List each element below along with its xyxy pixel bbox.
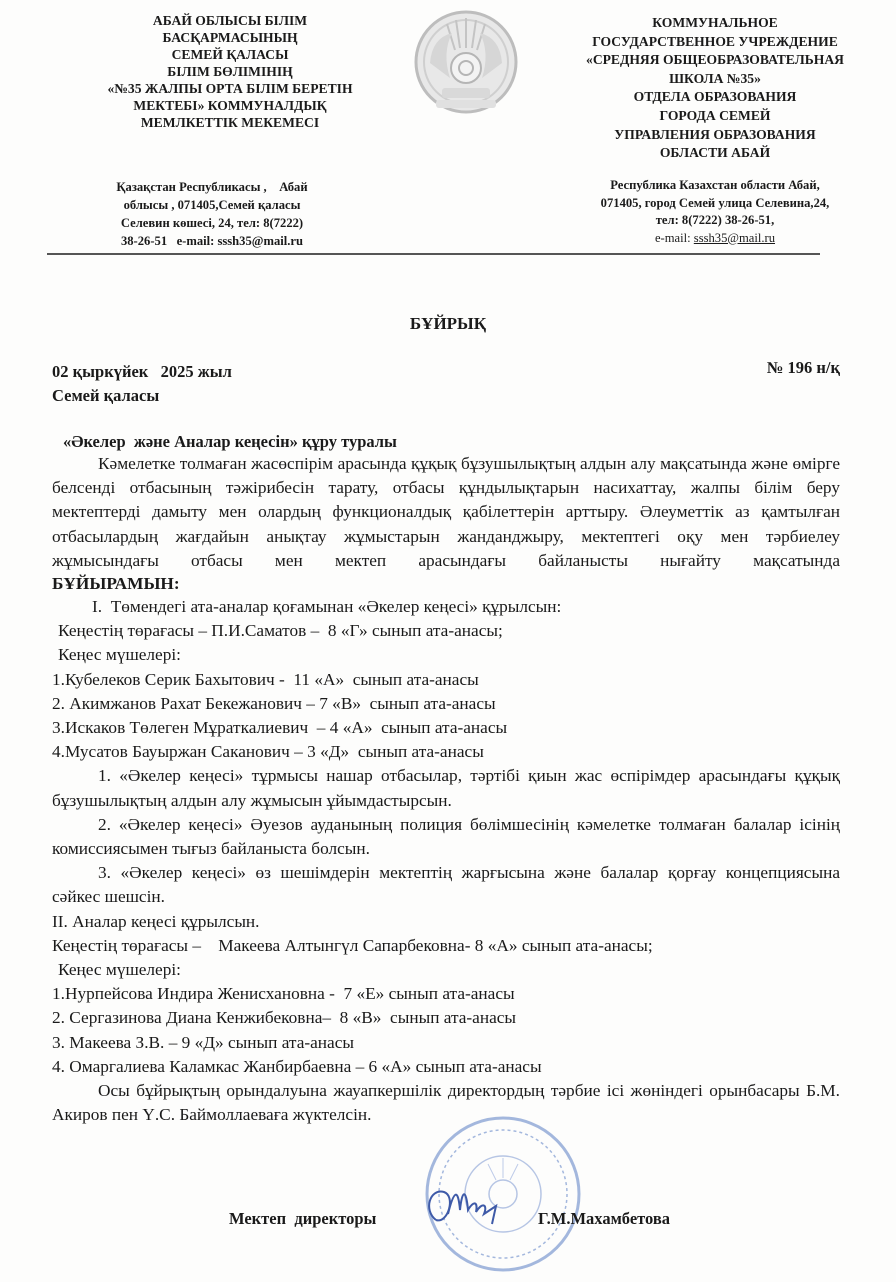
address-line: 38-26-51 e-mail: sssh35@mail.ru [120, 234, 304, 248]
address-line: Республика Казахстан области Абай, [610, 178, 820, 192]
header-line: СЕМЕЙ ҚАЛАСЫ [171, 47, 289, 62]
header-divider [47, 253, 820, 255]
header-line: «СРЕДНЯЯ ОБЩЕОБРАЗОВАТЕЛЬНАЯ [586, 52, 844, 68]
header-line: «№35 ЖАЛПЫ ОРТА БІЛІМ БЕРЕТІН [107, 81, 353, 96]
header-line: ОТДЕЛА ОБРАЗОВАНИЯ [633, 89, 797, 105]
order-date: 02 қыркүйек 2025 жыл [52, 362, 232, 381]
document-title: БҰЙРЫҚ [409, 314, 487, 333]
header-line: ОБЛАСТИ АБАЙ [659, 145, 771, 161]
header-line: ГОСУДАРСТВЕННОЕ УЧРЕЖДЕНИЕ [592, 33, 838, 49]
member-item: 1.Нурпейсова Индира Женисхановна - 7 «Е» сынып ата-анасы [52, 984, 515, 1004]
section-2-chair: Кеңестің төрағасы – Макеева Алтынгүл Сапарбековна- 8 «А» сынып ата-анасы; [52, 935, 653, 955]
header-org-kazakh [60, 12, 400, 131]
email-line [565, 230, 865, 248]
address-line: 071405, город Семей улица Селевина,24, [600, 195, 830, 210]
order-body [52, 452, 840, 1127]
address-line: облысы , 071405,Семей қаласы [123, 198, 301, 212]
order-number: № 196 н/қ [766, 358, 840, 377]
header-line: БІЛІМ БӨЛІМІНІҢ [167, 64, 293, 79]
section-1-members-label: Кеңес мүшелері: [58, 645, 181, 665]
header-line: МЕКТЕБІ» КОММУНАЛДЫҚ [133, 98, 327, 113]
order-directive: БҰЙЫРАМЫН: [52, 574, 180, 594]
address-line: Қазақстан Республикасы , Абай [116, 180, 308, 194]
preamble-paragraph: Кәмелетке толмаған жасөспірім арасында құқық бұзушылықтың алдын алу мақсатында және өмірге белсенді отбасының тәжірибесін тарату, отбасы құндылықтарын насихаттау, жалпы білім беру мектептерді дамыту мен олардың функционалдық қабілеттерін арттыру. Әлеуметтік аз қамтылған отбасылардың жағдайын анықтау жұмыстарын жанданджыру, мектептегі оқу мен тәрбиелеу жұмысындағы отбасы мен мектеп арасындағы байланысты нығайту мақсатында [52, 454, 840, 570]
section-2-heading: II. Аналар кеңесі құрылсын. [52, 911, 260, 931]
section-1-chair: Кеңестің төрағасы – П.И.Саматов – 8 «Г» сынып ата-анасы; [58, 621, 503, 641]
header-line: ГОРОДА СЕМЕЙ [659, 107, 771, 123]
address-line: Селевин көшесі, 24, тел: 8(7222) [120, 216, 304, 230]
member-item: 3. Макеева З.В. – 9 «Д» сынып ата-анасы [52, 1032, 354, 1052]
state-emblem-icon [412, 8, 520, 122]
section-2-members-label: Кеңес мүшелері: [58, 960, 181, 980]
email-label: e-mail: [654, 230, 694, 245]
signature-scribble-icon [418, 1180, 518, 1240]
signature-title: Мектеп директоры [229, 1209, 377, 1228]
address-line: тел: 8(7222) 38-26-51, [655, 213, 775, 227]
directive-point: 2. «Әкелер кеңесі» Әуезов ауданының полиция бөлімшесінің кәмелетке толмаған балалар ісінің комиссиясымен тығыз байланыста болсын. [52, 814, 840, 859]
directive-point: 3. «Әкелер кеңесі» өз шешімдерін мектептің жарғысына және балалар қорғау концепциясына сәйкес шешсін. [52, 863, 840, 907]
member-item: 2. Акимжанов Рахат Бекежанович – 7 «В» сынып ата-анасы [52, 693, 496, 713]
header-line: АБАЙ ОБЛЫСЫ БІЛІМ [152, 13, 308, 28]
order-subject: «Әкелер және Аналар кеңесін» құру туралы [63, 432, 397, 451]
header-line: ШКОЛА №35» [669, 70, 761, 86]
responsibility-paragraph: Осы бұйрықтың орындалуына жауапкершілік директордың тәрбие ісі жөніндегі орынбасары Б.М. Акиров пен Ү.С. Баймоллаеваға жүктелсін. [52, 1081, 840, 1125]
email-link[interactable]: sssh35@mail.ru [693, 230, 776, 245]
member-item: 1.Кубелеков Серик Бахытович - 11 «А» сынып ата-анасы [52, 669, 479, 689]
order-city: Семей қаласы [52, 386, 160, 405]
address-kazakh [72, 178, 352, 250]
signature-name: Г.М.Махамбетова [538, 1209, 671, 1228]
section-1-heading: I. Төмендегі ата-аналар қоғамынан «Әкелер кеңесі» құрылсын: [92, 597, 562, 617]
member-item: 3.Искаков Төлеген Мұраткалиевич – 4 «А» сынып ата-анасы [52, 718, 508, 738]
member-item: 2. Сергазинова Диана Кенжибековна– 8 «В» сынып ата-анасы [52, 1008, 517, 1028]
member-item: 4.Мусатов Бауыржан Саканович – 3 «Д» сынып ата-анасы [52, 742, 484, 762]
header-line: БАСҚАРМАСЫНЫҢ [162, 30, 298, 45]
header-line: КОММУНАЛЬНОЕ [652, 15, 778, 30]
directive-point: 1. «Әкелер кеңесі» тұрмысы нашар отбасылар, тәртібі қиын жас өспірімдер арасындағы құқық бұзушылықтың алдын алу жұмысын ұйымдастырсын. [52, 766, 840, 810]
header-line: УПРАВЛЕНИЯ ОБРАЗОВАНИЯ [614, 126, 816, 142]
member-item: 4. Омаргалиева Каламкас Жанбирбаевна – 6 «А» сынып ата-анасы [52, 1056, 542, 1076]
header-line: МЕМЛКЕТТІК МЕКЕМЕСІ [140, 115, 320, 130]
header-org-russian [555, 14, 875, 163]
address-russian [565, 177, 865, 247]
